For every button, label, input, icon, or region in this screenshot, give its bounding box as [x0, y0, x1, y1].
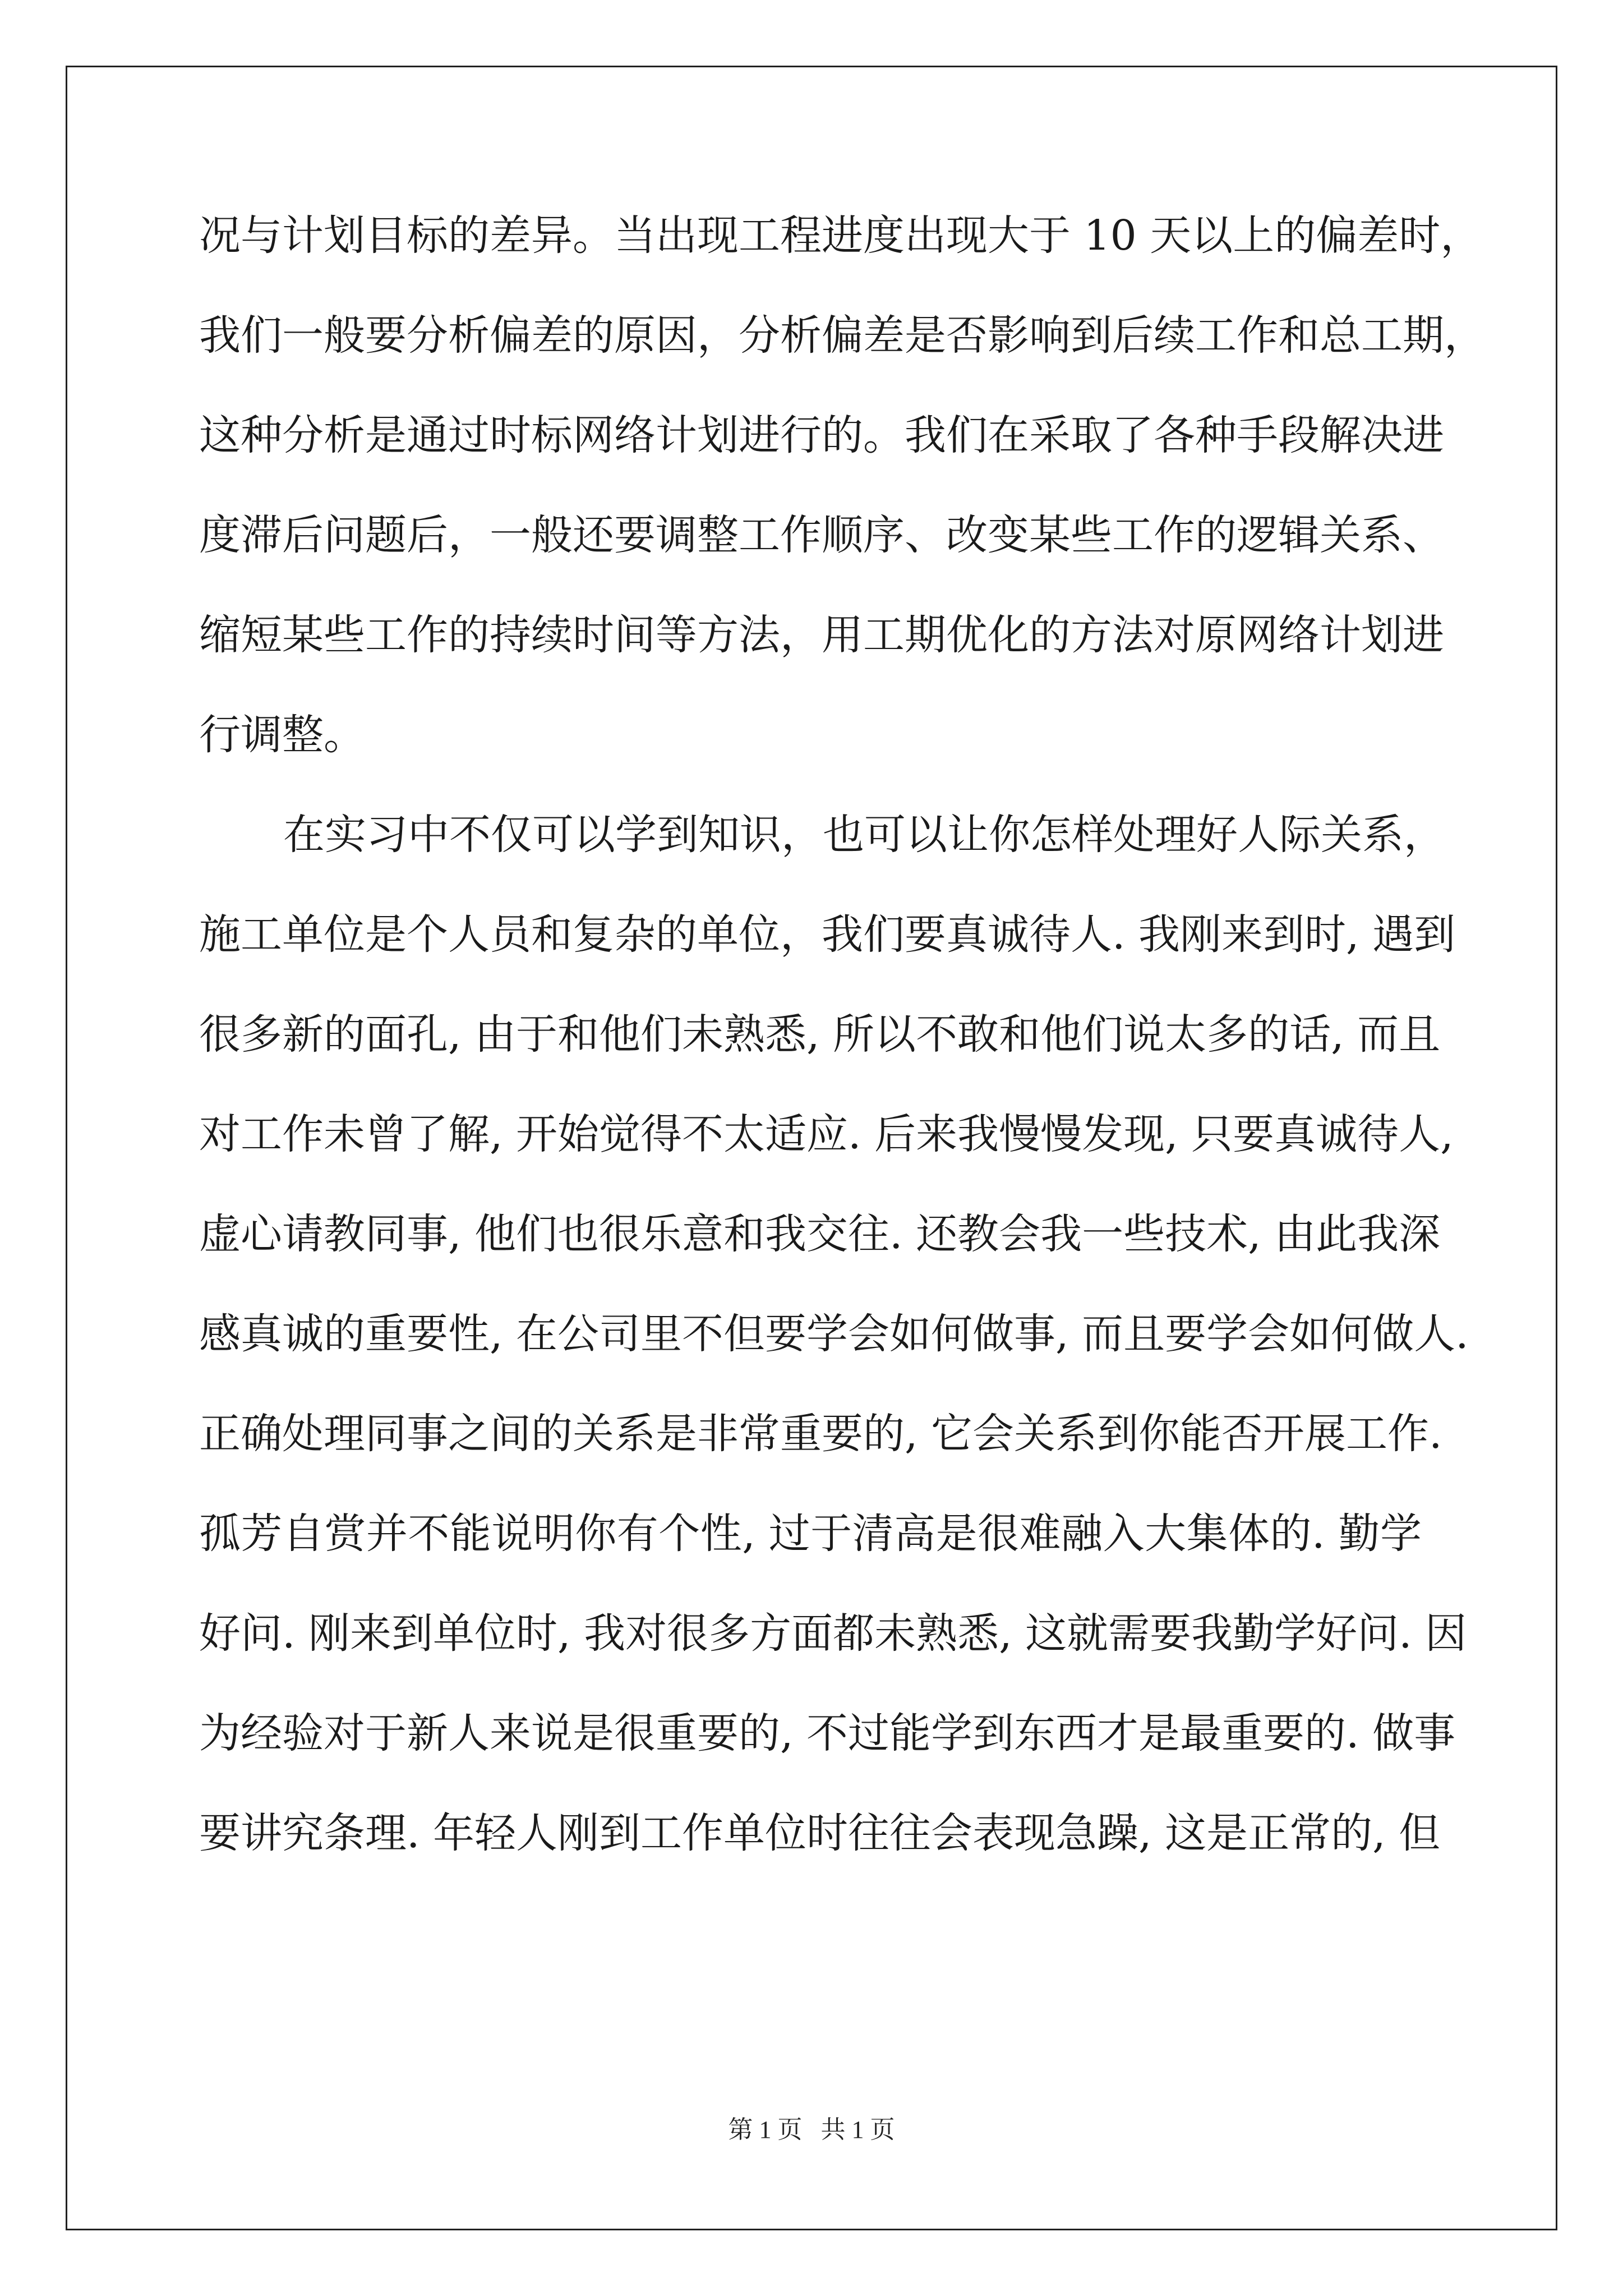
text-line: 施工单位是个人员和复杂的单位，我们要真诚待人. 我刚来到时, 遇到 — [199, 910, 1456, 959]
paragraph-first-line: 在实习中不仅可以学到知识，也可以让你怎样处理好人际关系， — [283, 811, 1445, 859]
text-line: 很多新的面孔, 由于和他们未熟悉, 所以不敢和他们说太多的话, 而且 — [199, 1010, 1441, 1059]
text-line: 对工作未曾了解, 开始觉得不太适应. 后来我慢慢发现, 只要真诚待人, — [199, 1110, 1454, 1158]
page-number: 第 1 页 — [728, 2116, 803, 2143]
text-line: 度滞后问题后，一般还要调整工作顺序、改变某些工作的逻辑关系、 — [199, 511, 1444, 559]
text-line: 虚心请教同事, 他们也很乐意和我交往. 还教会我一些技术, 由此我深 — [199, 1210, 1441, 1258]
text-line: 孤芳自赏并不能说明你有个性, 过于清高是很难融入大集体的. 勤学 — [199, 1510, 1422, 1558]
text-line: 好问. 刚来到单位时, 我对很多方面都未熟悉, 这就需要我勤学好问. 因 — [199, 1609, 1467, 1658]
text-line: 感真诚的重要性, 在公司里不但要学会如何做事, 而且要学会如何做人. — [199, 1310, 1469, 1358]
text-line: 正确处理同事之间的关系是非常重要的, 它会关系到你能否开展工作. — [199, 1410, 1442, 1458]
text-line: 要讲究条理. 年轻人刚到工作单位时往往会表现急躁, 这是正常的, 但 — [199, 1809, 1441, 1857]
text-line: 行调整。 — [199, 711, 365, 759]
text-line: 缩短某些工作的持续时间等方法，用工期优化的方法对原网络计划进 — [199, 611, 1444, 659]
text-line: 况与计划目标的差异。当出现工程进度出现大于 10 天以上的偏差时， — [199, 211, 1482, 260]
page-footer — [0, 2109, 1623, 2145]
page-total: 共 1 页 — [820, 2116, 895, 2143]
text-line: 我们一般要分析偏差的原因，分析偏差是否影响到后续工作和总工期， — [199, 311, 1486, 360]
text-line: 为经验对于新人来说是很重要的, 不过能学到东西才是最重要的. 做事 — [199, 1709, 1456, 1757]
text-line: 这种分析是通过时标网络计划进行的。我们在采取了各种手段解决进 — [199, 411, 1444, 459]
